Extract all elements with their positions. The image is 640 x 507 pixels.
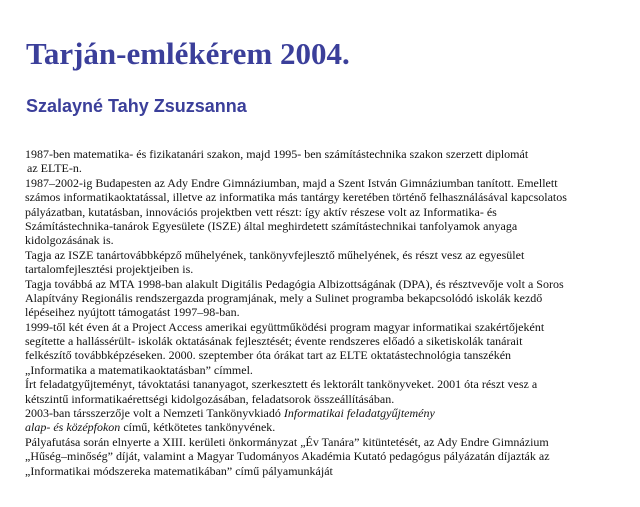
text-line: Tagja továbbá az MTA 1998-ban alakult Digitális Pedagógia Albizottságának (DPA), és résztvevője volt a Soros [25,276,564,291]
text-line: pályázatban, kutatásban, innovációs projektben vett részt: így aktív részese volt az Informatika- és [25,204,497,219]
text-line: „Informatikai módszereka matematikában” című pályamunkáját [25,463,333,478]
text-line-2003 [25,406,630,420]
text-line: kétszintű informatikaérettségi kidolgozásában, feladatsorok összeállításában. [25,391,395,406]
page-title: Tarján-emlékérem 2004. [26,36,350,71]
text-line: felkészítő továbbképzéseken. 2000. szeptember óta órákat tart az ELTE oktatástechnológia tanszékén [25,348,512,363]
biography-text [25,147,630,478]
text-line: számos informatikaoktatással, illetve az informatika más tantárgy keretében történő felhasználásával kapcsolatos [25,190,567,205]
text-line: Tagja az ISZE tanártovábbképző műhelyének, tankönyvfejlesztő műhelyének, és részt vesz az egyesület [25,247,525,262]
text-line: segítette a hallássérült- iskolák oktatásának fejlesztését; évente rendszeres előadó a siketiskolák tanárait [25,334,523,349]
text-line: tartalomfejlesztési projektjeiben is. [25,262,194,277]
text-2003-suffix: című, kétkötetes tankönyvének. [120,420,276,435]
text-line: Számítástechnika-tanárok Egyesülete (ISZE) által meghirdetett számítástechnikai tanfolyamok anyaga [25,218,518,233]
text-line: Pályafutása során elnyerte a XIII. kerületi önkormányzat „Év Tanára” kitüntetését, az Ady Endre Gimnázium [25,434,549,449]
text-line: az ELTE-n. [27,161,82,176]
text-line-2003-cont [25,420,630,434]
text-line: lépéseihez nyújtott támogatást 1997–98-ban. [25,305,240,320]
text-line: Írt feladatgyűjteményt, távoktatási tananyagot, szerkesztett és lektorált tankönyveket. 2001 óta részt vesz a [25,377,538,392]
text-line: „Hűség–minőség” díját, valamint a Magyar Tudományos Akadémia Kutató pedagógus pályázatán díjazták az [25,449,550,464]
text-line: „Informatika a matematikaoktatásban” címmel. [25,362,253,377]
text-line: 1987-ben matematika- és fizikatanári szakon, majd 1995- ben számítástechnika szakon szerzett diplomát [25,147,529,161]
text-2003-prefix: 2003-ban társszerzője volt a Nemzeti Tankönyvkiadó [25,406,284,421]
text-line: Alapítvány Regionális rendszergazda programjának, mely a Sulinet programba bekapcsolódó iskolák kezdő [25,290,543,305]
book-title-part2: alap- és középfokon [25,420,121,435]
book-title-part1: Informatikai feladatgyűjtemény [283,406,435,421]
text-line: 1999-től két éven át a Project Access amerikai együttműködési program magyar informatikai szakértőjeként [25,319,545,334]
author-name: Szalayné Tahy Zsuzsanna [26,96,247,116]
text-line: kidolgozásának is. [25,233,114,248]
text-line: 1987–2002-ig Budapesten az Ady Endre Gimnáziumban, majd a Szent István Gimnáziumban tanított. Emellett [25,175,558,190]
